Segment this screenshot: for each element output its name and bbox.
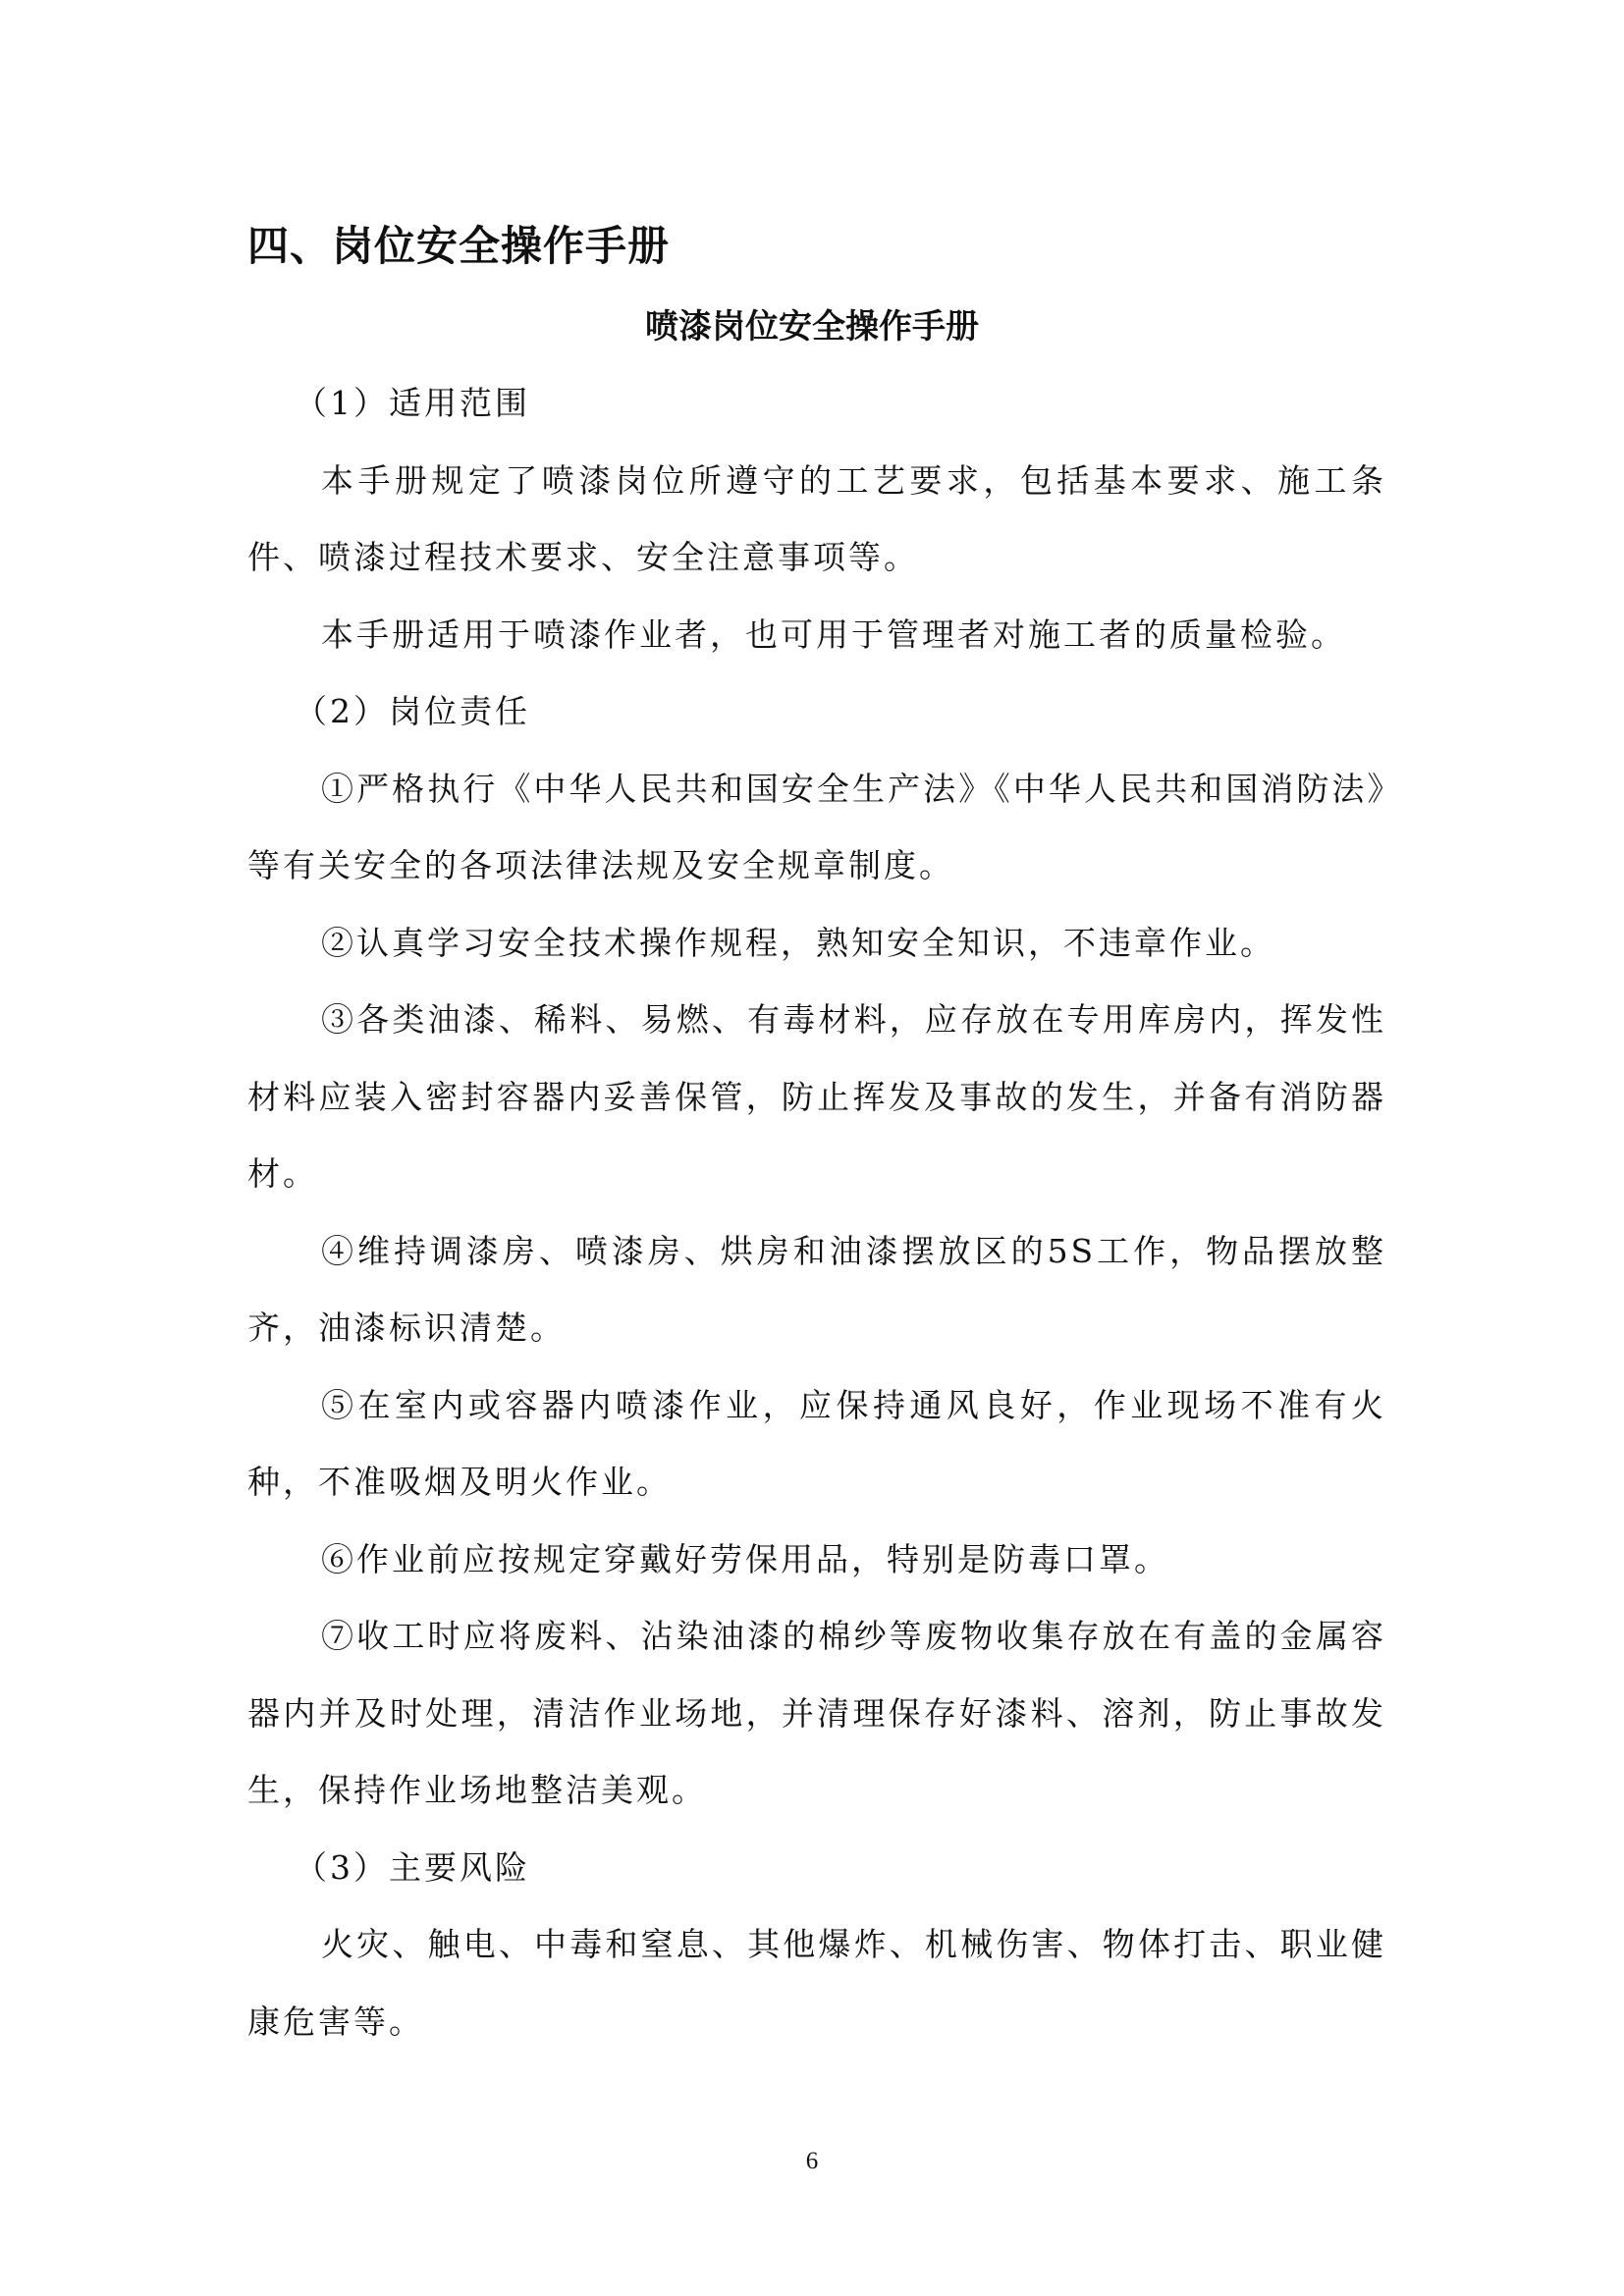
list-item: ①严格执行《中华人民共和国安全生产法》《中华人民共和国消防法》等有关安全的各项法律法规及安全规章制度。	[247, 769, 1386, 884]
paragraph: 火灾、触电、中毒和窒息、其他爆炸、机械伤害、物体打击、职业健康危害等。	[247, 1925, 1386, 2041]
paragraph: 本手册适用于喷漆作业者，也可用于管理者对施工者的质量检验。	[321, 614, 1346, 654]
list-item: ②认真学习安全技术操作规程，熟知安全知识，不违章作业。	[321, 923, 1275, 962]
page-number: 6	[805, 2148, 819, 2174]
list-item: ⑤在室内或容器内喷漆作业，应保持通风良好，作业现场不准有火种，不准吸烟及明火作业。	[247, 1385, 1386, 1501]
list-item: ⑥作业前应按规定穿戴好劳保用品，特别是防毒口罩。	[321, 1539, 1169, 1578]
section-title-risks: （3）主要风险	[295, 1847, 530, 1887]
manual-title: 喷漆岗位安全操作手册	[645, 307, 979, 347]
body-text	[247, 365, 1386, 2060]
section-title-scope: （1）适用范围	[295, 384, 530, 422]
list-item: ⑦收工时应将废料、沾染油漆的棉纱等废物收集存放在有盖的金属容器内并及时处理，清洁作业场地，并清理保存好漆料、溶剂，防止事故发生，保持作业场地整洁美观。	[247, 1617, 1386, 1809]
section-title-responsibility: （2）岗位责任	[295, 692, 530, 730]
list-item: ③各类油漆、稀料、易燃、有毒材料，应存放在专用库房内，挥发性材料应装入密封容器内妥善保管，防止挥发及事故的发生，并备有消防器材。	[247, 1000, 1386, 1193]
list-item: ④维持调漆房、喷漆房、烘房和油漆摆放区的5S工作，物品摆放整齐，油漆标识清楚。	[247, 1231, 1386, 1347]
paragraph: 本手册规定了喷漆岗位所遵守的工艺要求，包括基本要求、施工条件、喷漆过程技术要求、安全注意事项等。	[247, 460, 1386, 576]
chapter-heading: 四、岗位安全操作手册	[247, 222, 671, 270]
